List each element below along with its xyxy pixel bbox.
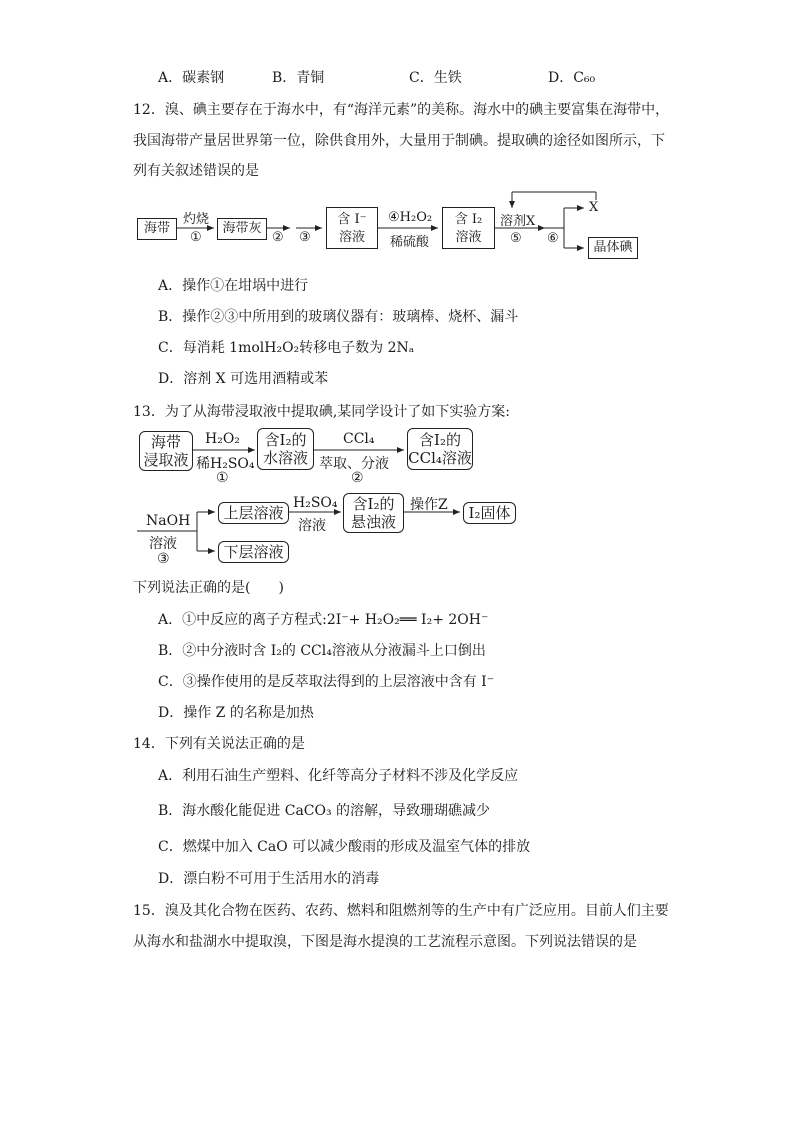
q13-option-a: A．①中反应的离子方程式:2I⁻+ H₂O₂══ I₂+ 2OH⁻ bbox=[158, 612, 489, 628]
q12-step3: ③ bbox=[299, 230, 311, 245]
q12-box-iodine-line2: 溶液 bbox=[455, 230, 482, 245]
q13-box-suspension bbox=[343, 493, 404, 533]
q13-a2-top: CCl₄ bbox=[343, 431, 375, 447]
q12-box-seaweed-ash: 海带灰 bbox=[217, 218, 267, 240]
q13-box-aqueous bbox=[257, 428, 314, 470]
q13-option-d: D．操作 Z 的名称是加热 bbox=[158, 705, 314, 721]
q13-option-c: C．③操作使用的是反萃取法得到的上层溶液中含有 I⁻ bbox=[158, 674, 495, 690]
q13-a3-step: ③ bbox=[157, 551, 170, 567]
q14-option-c: C．燃煤中加入 CaO 可以减少酸雨的形成及温室气体的排放 bbox=[158, 839, 531, 855]
q13-a4-bottom: 溶液 bbox=[298, 518, 326, 534]
q14-option-d: D．漂白粉不可用于生活用水的消毒 bbox=[158, 871, 380, 887]
q12-box-iodide-line1: 含 I⁻ bbox=[337, 212, 367, 227]
q13-a1-bottom: 稀H₂SO₄ bbox=[196, 456, 255, 472]
q11-option-b: B．青铜 bbox=[272, 70, 325, 86]
q13-a2-bottom: 萃取、分液 bbox=[319, 456, 389, 472]
q12-box-iodide-line2: 溶液 bbox=[338, 230, 365, 245]
q13-box-upper-layer: 上层溶液 bbox=[218, 502, 289, 524]
q12-option-c: C．每消耗 1molH₂O₂转移电子数为 2Nₐ bbox=[158, 340, 415, 356]
q12-option-b: B．操作②③中所用到的玻璃仪器有：玻璃棒、烧杯、漏斗 bbox=[158, 309, 519, 325]
q13-box-lower-layer: 下层溶液 bbox=[218, 541, 289, 563]
q12-box-iodine-line1: 含 I₂ bbox=[454, 212, 483, 227]
q13-stem: 13．为了从海带浸取液中提取碘,某同学设计了如下实验方案: bbox=[133, 404, 510, 420]
q12-stem-line1: 12．溴、碘主要存在于海水中，有“海洋元素”的美称。海水中的碘主要富集在海带中， bbox=[133, 102, 670, 118]
q15-stem-line1: 15．溴及其化合物在医药、农药、燃料和阻燃剂等的生产中有广泛应用。目前人们主要 bbox=[133, 903, 669, 919]
q13-a3-top: NaOH bbox=[146, 513, 191, 529]
q12-step4-bottom: 稀硫酸 bbox=[390, 235, 430, 250]
q13-box5-line2: 悬浊液 bbox=[350, 513, 396, 531]
q13-a1-step: ① bbox=[216, 470, 229, 486]
q13-box-iodine-solid: I₂固体 bbox=[463, 502, 516, 524]
q11-option-d: D．C₆₀ bbox=[548, 70, 596, 86]
q13-box3-line1: 含I₂的 bbox=[419, 431, 461, 449]
q12-step2: ② bbox=[272, 230, 284, 245]
q13-question: 下列说法正确的是( ) bbox=[133, 580, 284, 596]
q14-stem: 14．下列有关说法正确的是 bbox=[133, 736, 305, 752]
q13-option-b: B．②中分液时含 I₂的 CCl₄溶液从分液漏斗上口倒出 bbox=[158, 643, 486, 659]
q13-box5-line1: 含I₂的 bbox=[352, 495, 395, 513]
q11-option-a: A．碳素钢 bbox=[158, 70, 225, 86]
q13-a5-top: 操作Z bbox=[410, 497, 448, 513]
q12-box-crystal-iodine: 晶体碘 bbox=[588, 237, 638, 259]
q13-box2-line1: 含I₂的 bbox=[264, 431, 307, 449]
q11-option-c: C．生铁 bbox=[409, 70, 462, 86]
q12-label-x: X bbox=[589, 200, 599, 215]
q13-a4-top: H₂SO₄ bbox=[293, 495, 338, 511]
q12-arrow1-label: 灼烧 bbox=[183, 212, 210, 227]
q12-option-d: D．溶剂 X 可选用酒精或苯 bbox=[158, 371, 329, 387]
q12-step5-top: 溶剂X bbox=[500, 214, 536, 229]
q12-step1: ① bbox=[190, 230, 202, 245]
q14-option-b: B．海水酸化能促进 CaCO₃ 的溶解，导致珊瑚礁减少 bbox=[158, 803, 491, 819]
q13-a3-bottom: 溶液 bbox=[149, 536, 177, 552]
q13-box1-line2: 浸取液 bbox=[143, 451, 189, 469]
q13-box1-line1: 海带 bbox=[150, 433, 181, 451]
q13-a1-top: H₂O₂ bbox=[205, 431, 240, 447]
q14-option-a: A．利用石油生产塑料、化纤等高分子材料不涉及化学反应 bbox=[158, 768, 519, 784]
q13-box-ccl4 bbox=[407, 428, 473, 470]
q13-box-extract bbox=[139, 431, 193, 471]
q12-step5: ⑤ bbox=[510, 231, 522, 246]
q12-step6: ⑥ bbox=[547, 231, 559, 246]
q12-option-a: A．操作①在坩埚中进行 bbox=[158, 278, 309, 294]
q12-stem-line2: 我国海带产量居世界第一位，除供食用外，大量用于制碘。提取碘的途径如图所示，下 bbox=[133, 133, 665, 149]
q12-stem-line3: 列有关叙述错误的是 bbox=[133, 163, 259, 179]
q12-box-seaweed: 海带 bbox=[137, 218, 177, 240]
q13-box2-line2: 水溶液 bbox=[262, 449, 308, 467]
q12-step4-top: ④H₂O₂ bbox=[388, 210, 433, 225]
q15-stem-line2: 从海水和盐湖水中提取溴，下图是海水提溴的工艺流程示意图。下列说法错误的是 bbox=[133, 934, 637, 950]
q13-a2-step: ② bbox=[351, 470, 364, 486]
q13-box3-line2: CCl₄溶液 bbox=[408, 449, 472, 467]
